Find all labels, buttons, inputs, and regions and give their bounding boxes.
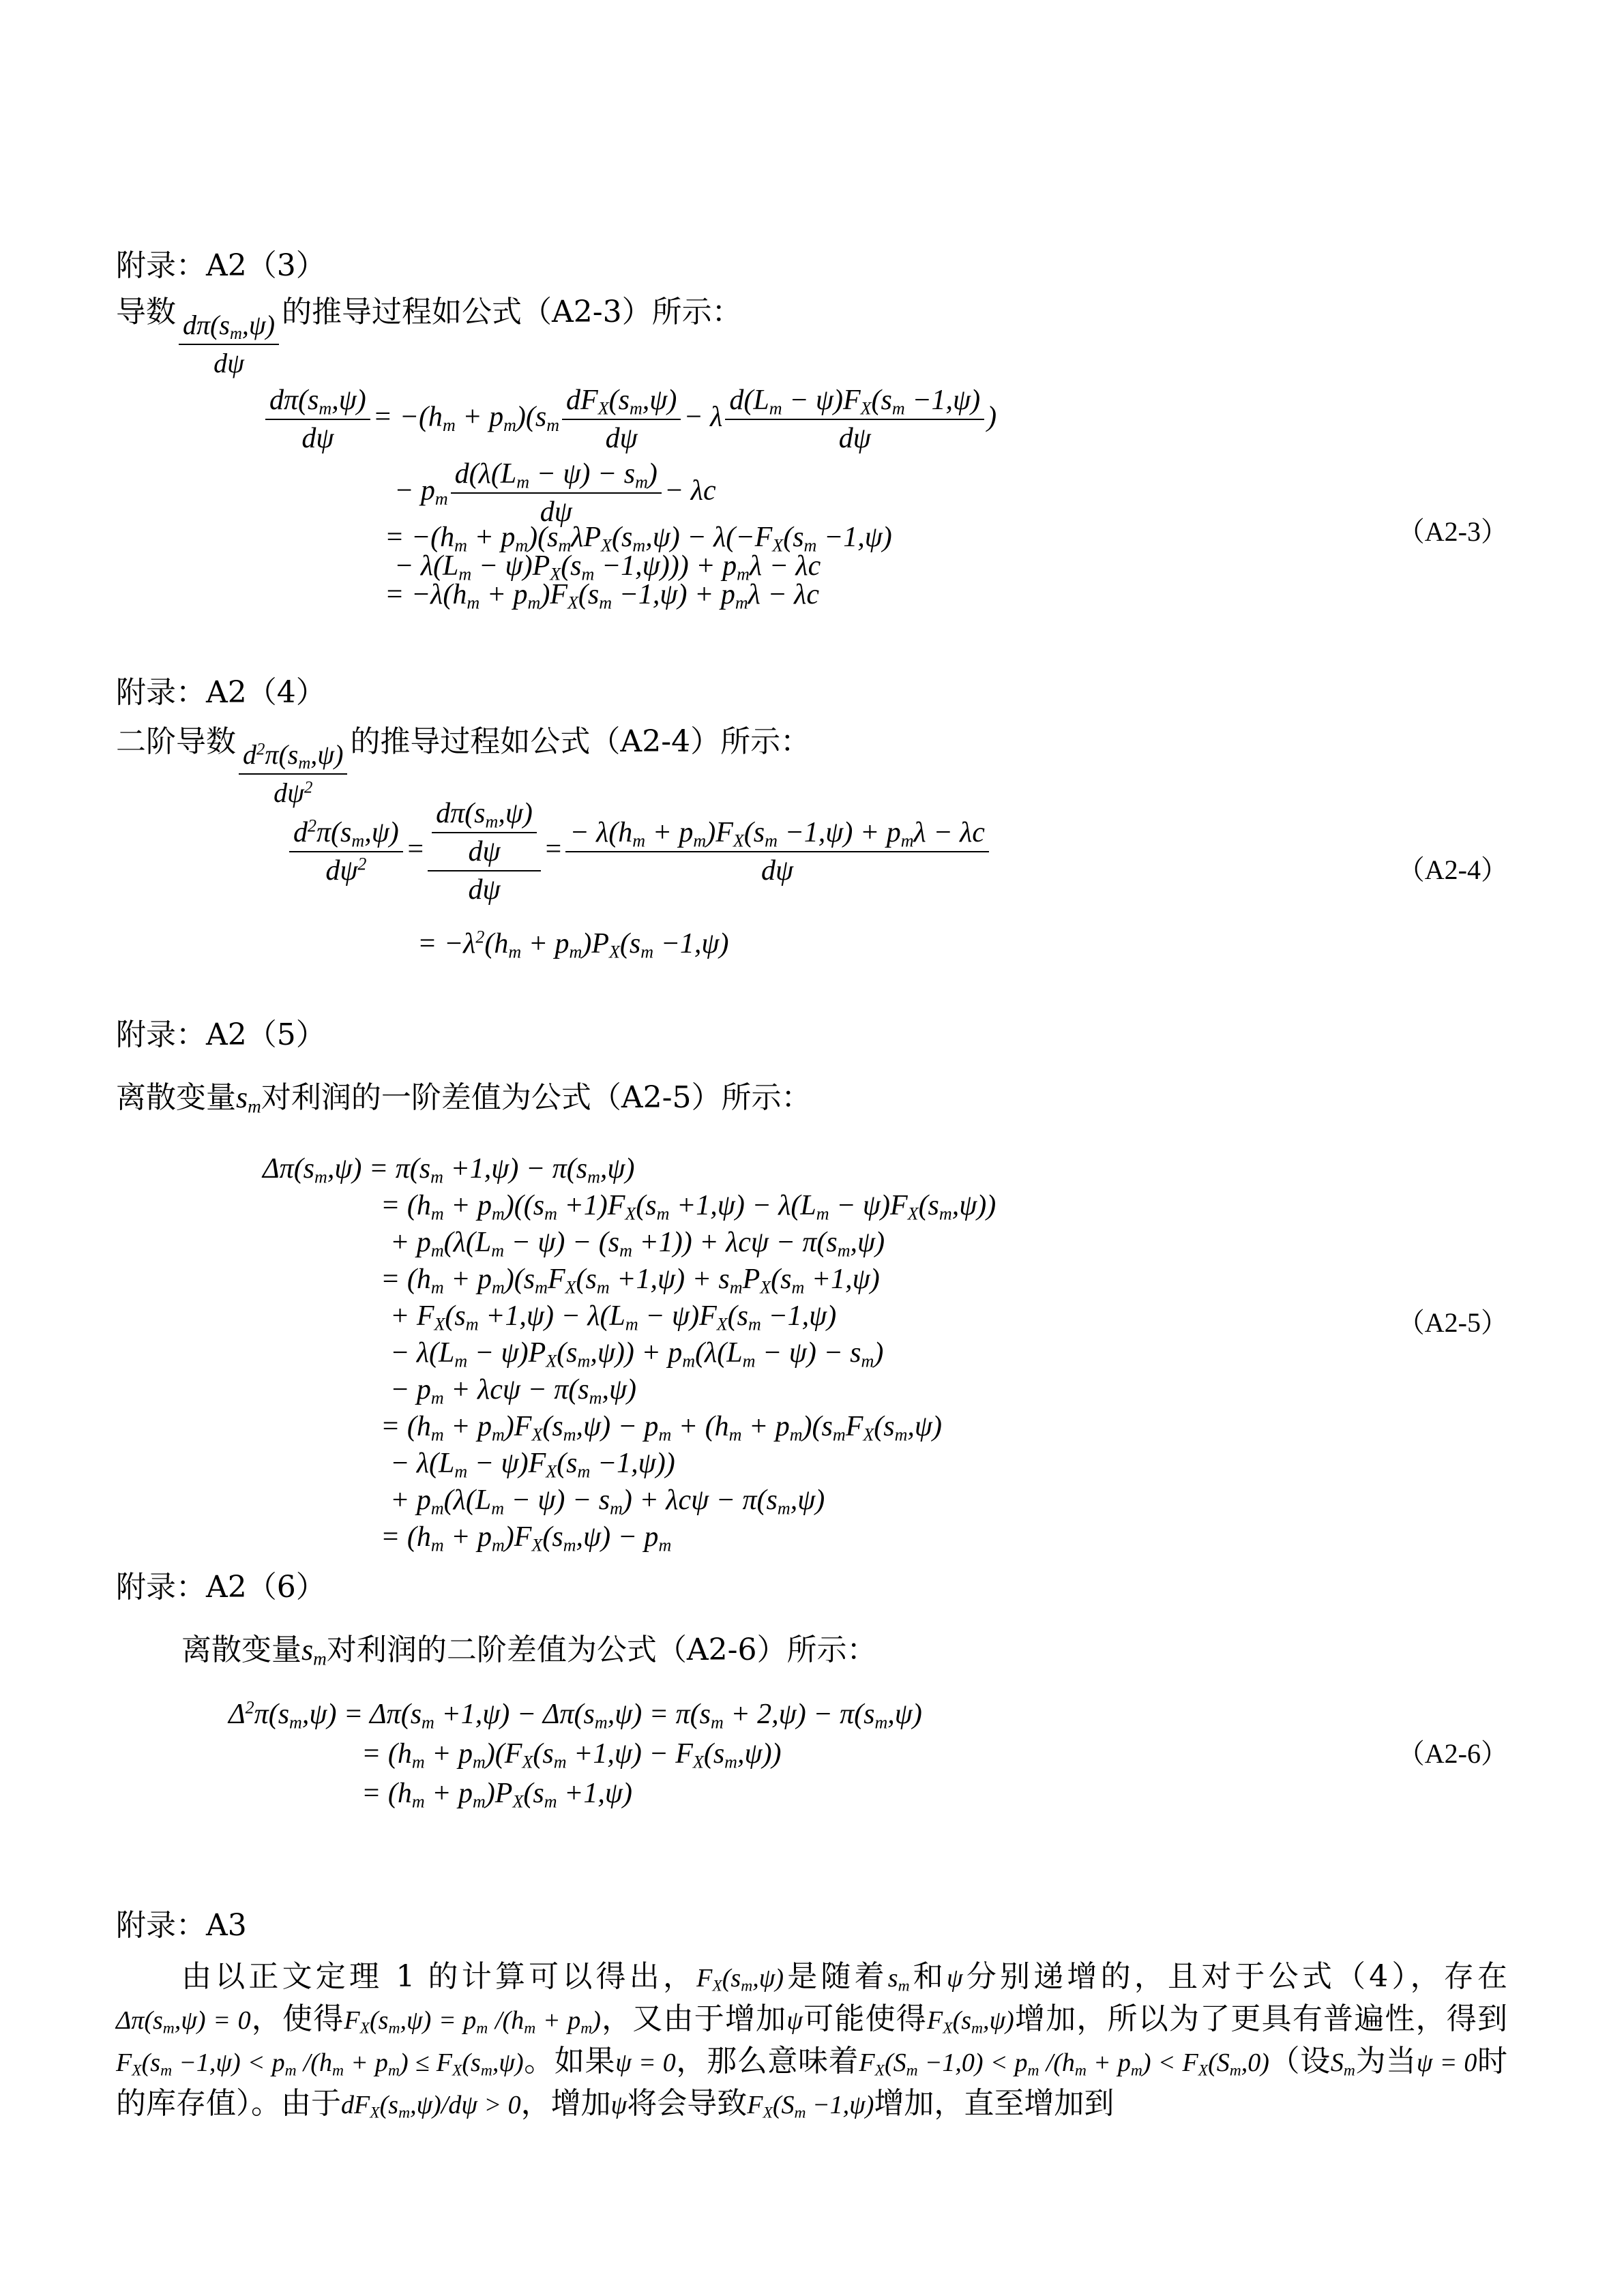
equation-line-8: = $(h_m + p_m)F_X(s_m,\psi) - p_m + (h_m + p_m)(s_mF_X(s_m,\psi)$	[381, 1411, 942, 1445]
equation-line-5: + $F_X(s_m +1,\psi) - \lambda(L_m - \psi)F_X(s_m -1,\psi)$	[390, 1300, 837, 1335]
equation-line-11: = $(h_m + p_m)F_X(s_m,\psi) - p_m$	[381, 1521, 672, 1555]
section-heading: 附录：A2（6）	[116, 1570, 326, 1605]
equation-line-2: = $(h_m + p_m)(F_X(s_m +1,\psi) - F_X(s_m,\psi))$	[361, 1738, 782, 1772]
equation-line-2: = $-\lambda^2(h_m + p_m)P_X(s_m -1,\psi)$	[417, 927, 729, 962]
section-heading: 附录：A3	[116, 1908, 247, 1943]
intro-prefix: 离散变量	[181, 1632, 301, 1667]
equation-line-4: = $(h_m + p_m)(s_mF_X(s_m +1,\psi) + s_mP_X(s_m +1,\psi)$	[381, 1264, 880, 1298]
derivative-fraction: $\frac{d\pi(s_m,\psi)}{d\psi}$	[179, 308, 279, 381]
intro-line	[116, 293, 742, 381]
intro-suffix: 对利润的二阶差值为公式（A2-6）所示：	[326, 1632, 877, 1667]
equation-line-4: − $\lambda(L_m - \psi)P_X(s_m -1,\psi))) + p_m\lambda - \lambda c$	[394, 550, 821, 584]
equation-number: （A2-6）	[1397, 1738, 1508, 1769]
equation-line-1: $\frac{d^2\pi(s_m,\psi)}{d\psi^2}$ = $\frac{\frac{d\pi(s_m,\psi)}{d\psi}}{d\psi}$ = $\frac{- \lambda(h_m + p_m)F_X(s_m -1,\psi) + p_m\lambda - \lambda c}{d\psi}$	[286, 796, 992, 907]
section-heading: 附录：A2（4）	[116, 675, 326, 710]
variable-sm: $s_m$	[236, 1081, 261, 1117]
second-derivative-fraction: $\frac{d^2\pi(s_m,\psi)}{d\psi^2}$	[239, 738, 347, 810]
equation-number: （A2-3）	[1397, 516, 1508, 547]
equation-line-5: = $-\lambda(h_m + p_m)F_X(s_m -1,\psi) + p_m\lambda - \lambda c$	[385, 579, 820, 613]
equation-number: （A2-5）	[1397, 1307, 1508, 1338]
variable-sm: $s_m$	[301, 1633, 327, 1669]
equation-line-3: + $p_m(\lambda(L_m - \psi) - (s_m +1)) + \lambda c\psi - \pi(s_m,\psi)$	[390, 1227, 885, 1261]
intro-prefix: 导数	[116, 295, 176, 329]
equation-line-3: = $-(h_m + p_m)(s_m\lambda P_X(s_m,\psi) - \lambda(-F_X(s_m -1,\psi)$	[385, 522, 892, 556]
equation-line-1: $\Delta^2\pi(s_m,\psi) = \Delta\pi(s_m +1,\psi) - \Delta\pi(s_m,\psi) = \pi(s_m + 2,\psi) - \pi(s_m,\psi)$	[228, 1697, 922, 1733]
a3-paragraph: 由以正文定理 1 的计算可以得出，$F_X(s_m,\psi)$是随着$s_m$和ψ分别递增的，且对于公式（4），存在$\Delta\pi(s_m,\psi) = 0$，使得$F_X(s_m,\psi) = p_m$ $/(h_m + p_m)$，又由于增加ψ可能使得$F_X(s_m,\psi)$增加，所以为了更具有普遍性，得到$F_X(s_m -1,\psi) < p_m$ $/(h_m + p_m) \le F_X(s_m,\psi)$。如果ψ = 0，那么意味着$F_X(S_m -1,0) < p_m$ $/(h_m + p_m) < F_X(S_m,0)$（设$S_m$为当ψ = 0时的库存值）。由于$dF_X(s_m,\psi)/d\psi > 0$，增加ψ将会导致$F_X(S_m -1,\psi)$增加，直至增加到	[116, 1959, 1508, 2122]
equation-line-1: $\frac{d\pi(s_m,\psi)}{d\psi}$ = $-(h_m + p_m)(s_m$ $\frac{dF_X(s_m,\psi)}{d\psi}$ − λ $\frac{d(L_m - \psi)F_X(s_m -1,\psi)}{d\psi}$ )	[263, 383, 996, 456]
equation-line-2: − $p_m$ $\frac{d(\lambda(L_m - \psi) - s_m)}{d\psi}$ − λc	[394, 458, 716, 528]
equation-line-9: − $\lambda(L_m - \psi)F_X(s_m -1,\psi)$)	[390, 1448, 675, 1482]
section-heading: 附录：A2（5）	[116, 1017, 326, 1052]
equation-line-10: + $p_m(\lambda(L_m - \psi) - s_m) + \lambda c\psi - \pi(s_m,\psi)$	[390, 1485, 825, 1519]
section-heading: 附录：A2（3）	[116, 248, 326, 283]
intro-suffix: 的推导过程如公式（A2-4）所示：	[350, 724, 811, 759]
equation-line-6: − $\lambda(L_m - \psi)P_X(s_m,\psi)) + p_m(\lambda(L_m - \psi) - s_m)$	[390, 1337, 884, 1371]
intro-suffix: 对利润的一阶差值为公式（A2-5）所示：	[261, 1080, 812, 1115]
intro-line	[181, 1631, 876, 1669]
intro-prefix: 离散变量	[116, 1080, 236, 1115]
equation-line-2: = $(h_m + p_m)((s_m +1)F_X(s_m +1,\psi) - \lambda(L_m - \psi)F_X(s_m,\psi))$	[381, 1190, 996, 1224]
equation-line-1: $\Delta\pi(s_m,\psi) = \pi(s_m +1,\psi) - \pi(s_m,\psi)$	[263, 1153, 635, 1187]
equation-line-7: − $p_m + \lambda c\psi - \pi(s_m,\psi)$	[390, 1374, 637, 1408]
equation-number: （A2-4）	[1397, 854, 1508, 885]
intro-line	[116, 1079, 811, 1117]
equation-line-3: = $(h_m + p_m)P_X(s_m +1,\psi)$	[361, 1778, 632, 1812]
intro-prefix: 二阶导数	[116, 724, 236, 759]
intro-suffix: 的推导过程如公式（A2-3）所示：	[282, 295, 742, 329]
